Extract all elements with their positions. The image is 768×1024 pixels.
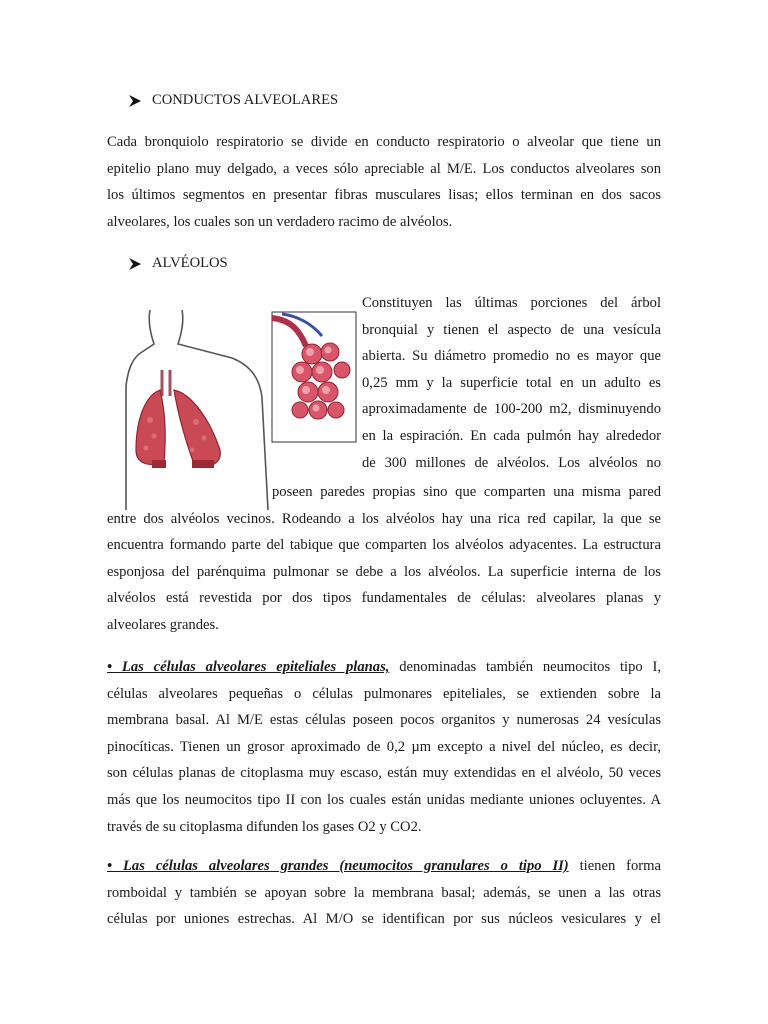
section-heading-conductos [128, 92, 338, 109]
text-line: alvéolos está revestida por dos tipos fundamentales de células: alveolares planas y [107, 590, 661, 607]
text-line: aproximadamente de 100-200 m2, disminuyendo [362, 401, 661, 418]
text-line: abierta. Su diámetro promedio no es mayor que [362, 348, 661, 365]
arrow-bullet-icon [128, 257, 142, 271]
right-lung [174, 390, 220, 466]
text-line: de 300 millones de alvéolos. Los alvéolos no [362, 454, 661, 471]
text-line: esponjosa del parénquima pulmonar se debe a los alvéolos. La superficie interna de los [107, 563, 661, 580]
text-line: alveolares, los cuales son un verdadero racimo de alvéolos. [107, 213, 453, 230]
text-line: en la espiración. En cada pulmón hay alrededor [362, 427, 661, 444]
text-line: poseen paredes propias sino que comparten una misma pared [272, 484, 661, 500]
lead-phrase: • Las células alveolares epiteliales planas, [107, 659, 390, 675]
text-line: Constituyen las últimas porciones del árbol [362, 295, 661, 311]
arrow-bullet-icon [128, 94, 142, 108]
text-line: entre dos alvéolos vecinos. Rodeando a los alvéolos hay una rica red capilar, la que se [107, 510, 661, 527]
text-line [107, 654, 661, 681]
text-line: son células planas de citoplasma muy escaso, están muy extendidas en el alvéolo, 50 veces [107, 765, 661, 782]
text-line: membrana basal. Al M/E estas células poseen pocos organitos y numerosas 24 vesículas [107, 712, 661, 729]
text-line [107, 853, 661, 880]
text-line: células alveolares pequeñas o células pulmonares epiteliales, se extienden sobre la [107, 685, 661, 702]
text-line: romboidal y también se apoyan sobre la membrana basal; además, se unen a las otras [107, 884, 661, 901]
text-line: células por uniones estrechas. Al M/O se identifican por sus núcleos vesiculares y el [107, 911, 661, 928]
text-fragment: denominadas también neumocitos tipo I, [389, 659, 661, 675]
text-line: más que los neumocitos tipo II con los cuales están unidas mediante uniones ocluyentes. A [107, 791, 661, 808]
text-line: alveolares grandes. [107, 616, 219, 633]
text-line: encuentra formando parte del tabique que comparten los alvéolos adyacentes. La estructura [107, 537, 661, 554]
paragraph-conductos [107, 129, 661, 235]
text-line: bronquial y tienen el aspecto de una vesícula [362, 321, 661, 338]
section-title: CONDUCTOS ALVEOLARES [152, 92, 339, 108]
section-title: ALVÉOLOS [152, 255, 228, 271]
text-line: los últimos segmentos en presentar fibras musculares lisas; ellos terminan en dos sacos [107, 187, 661, 204]
text-line: través de su citoplasma difunden los gases O2 y CO2. [107, 818, 422, 835]
paragraph-celulas-planas [107, 654, 661, 840]
paragraph-celulas-grandes [107, 853, 661, 933]
text-line: pinocíticas. Tienen un grosor aproximado de 0,2 µm excepto a nivel del núcleo, es decir, [107, 738, 661, 755]
paragraph-alveolos [107, 479, 661, 639]
text-line: 0,25 mm y la superficie total en un adulto es [362, 374, 661, 391]
paragraph-alveolos-side [362, 290, 661, 476]
text-line: epitelio plano muy delgado, a veces sólo apreciable al M/E. Los conductos alveolares son [107, 160, 661, 177]
text-line: Cada bronquiolo respiratorio se divide en conducto respiratorio o alveolar que tiene un [107, 134, 661, 150]
lead-phrase: • Las células alveolares grandes (neumocitos granulares o tipo II) [107, 858, 569, 874]
left-lung [136, 390, 165, 464]
text-fragment: tienen forma [568, 858, 661, 874]
section-heading-alveolos [128, 255, 228, 272]
